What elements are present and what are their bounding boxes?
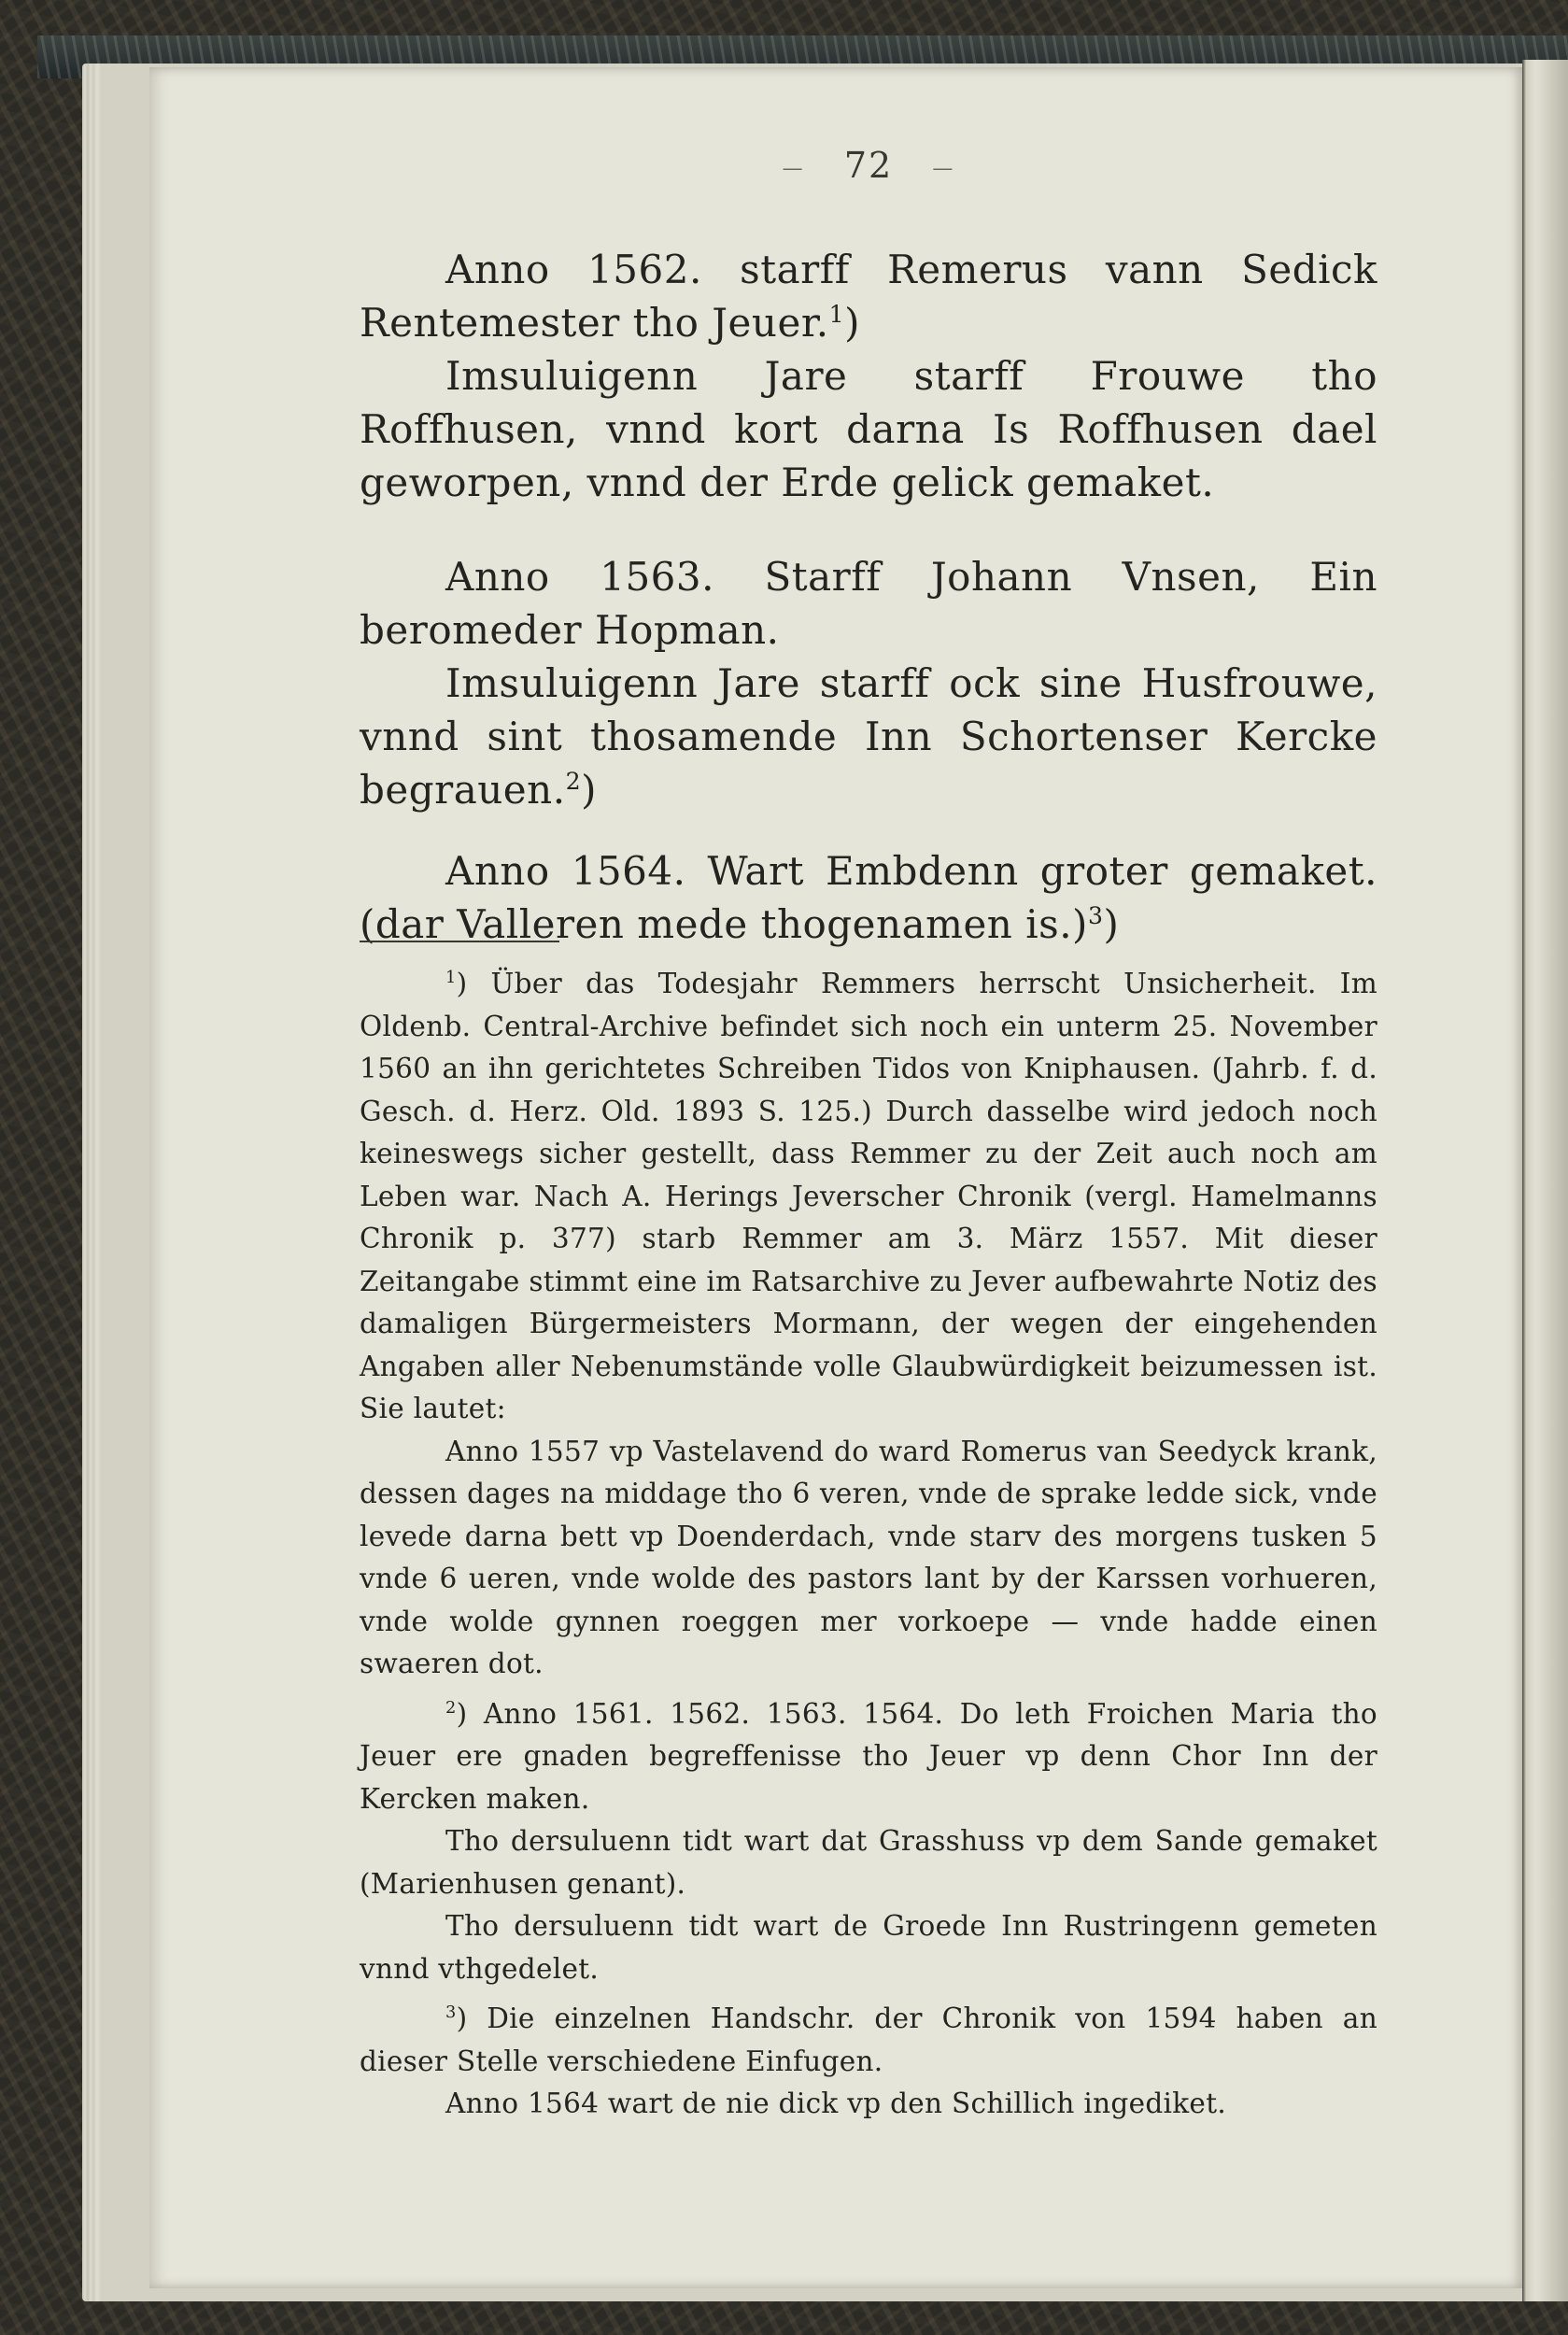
footnote-3	[360, 1998, 1377, 2083]
footnote-text: ) Anno 1561. 1562. 1563. 1564. Do leth Froichen Maria tho Jeuer ere gnaden begreffenisse tho Jeuer vp denn Chor Inn der Kercken maken.	[360, 1697, 1377, 1815]
paragraph-text: Imsuluigenn Jare starff ock sine Husfrouwe, vnnd sint thosamende Inn Schortenser Kercke begrauen.	[360, 660, 1377, 813]
page-number-dash-left: —	[782, 157, 805, 180]
paragraph-1563-vnsen: Anno 1563. Starff Johann Vnsen, Ein beromeder Hopman.	[360, 554, 1377, 653]
footnote-mark-1: 1	[445, 969, 457, 988]
main-text	[360, 243, 1377, 951]
footnote-ref-close: )	[844, 300, 861, 346]
footnote-mark-2: 2	[445, 1698, 457, 1718]
paragraph-1564-embdenn	[360, 844, 1377, 951]
paragraph-text: Anno 1562. starff Remerus vann Sedick Rentemester tho Jeuer.	[360, 247, 1377, 346]
footnote-ref-close: )	[1103, 901, 1120, 947]
footnote-1	[360, 963, 1377, 1431]
footnote-ref-2[interactable]: 2	[565, 768, 582, 795]
paragraph-1563-remerus	[360, 243, 1377, 349]
footnotes	[360, 963, 1377, 2126]
footnote-ref-close: )	[581, 767, 597, 813]
footnote-2-grasshuss: Tho dersuluenn tidt wart dat Grasshuss vp dem Sande gemaket (Marienhusen genant).	[360, 1825, 1377, 1900]
paragraph-husfrouwe	[360, 657, 1377, 816]
footnote-1-quote: Anno 1557 vp Vastelavend do ward Romerus van Seedyck krank, dessen dages na middage tho 6 veren, vnde de sprake ledde sick, vnde levede darna bett vp Doenderdach, vnde starv des morgens tusken 5 vnde 6 ueren, vnde wolde des pastors lant by der Karssen vorhueren, vnde wolde gynnen roeggen mer vorkoepe — vnde hadde einen swaeren dot.	[360, 1435, 1377, 1679]
page-number	[360, 145, 1377, 186]
footnote-text: ) Über das Todesjahr Remmers herrscht Unsicherheit. Im Oldenb. Central-Archive befindet sich noch ein unterm 25. November 1560 an ihn gerichtetes Schreiben Tidos von Kniphausen. (Jahrb. f. d. Gesch. d. Herz. Old. 1893 S. 125.) Durch dasselbe wird jedoch noch keineswegs sicher gestellt, dass Remmer zu der Zeit auch noch am Leben war. Nach A. Herings Jeverscher Chronik (vergl. Hamelmanns Chronik p. 377) starb Remmer am 3. März 1557. Mit dieser Zeitangabe stimmt eine im Ratsarchive zu Jever aufbewahrte Notiz des damaligen Bürgermeisters Mormann, der wegen der eingehenden Angaben aller Nebenumstände volle Glaubwürdigkeit beizumessen ist. Sie lautet:	[360, 968, 1377, 1424]
footnote-ref-1[interactable]: 1	[828, 301, 845, 328]
page-gutter	[1522, 60, 1568, 2301]
footnote-2-groede: Tho dersuluenn tidt wart de Groede Inn Rustringenn gemeten vnnd vthgedelet.	[360, 1910, 1377, 1985]
footnote-2	[360, 1693, 1377, 1821]
footnote-3-schillich: Anno 1564 wart de nie dick vp den Schillich ingediket.	[445, 2087, 1227, 2119]
footnote-mark-3: 3	[445, 2003, 457, 2023]
footnote-separator	[360, 941, 559, 942]
paragraph-text: Anno 1564. Wart Embdenn groter gemaket. (dar Valleren mede thogenamen is.)	[360, 848, 1377, 947]
page-number-dash-right: —	[932, 157, 955, 180]
footnote-ref-3[interactable]: 3	[1087, 902, 1104, 929]
page-number-value: 72	[843, 145, 894, 186]
footnote-text: ) Die einzelnen Handschr. der Chronik von 1594 haben an dieser Stelle verschiedene Einfugen.	[360, 2002, 1377, 2077]
paragraph-roffhusen: Imsuluigenn Jare starff Frouwe tho Roffhusen, vnnd kort darna Is Roffhusen dael geworpen, vnnd der Erde gelick gemaket.	[360, 353, 1377, 505]
